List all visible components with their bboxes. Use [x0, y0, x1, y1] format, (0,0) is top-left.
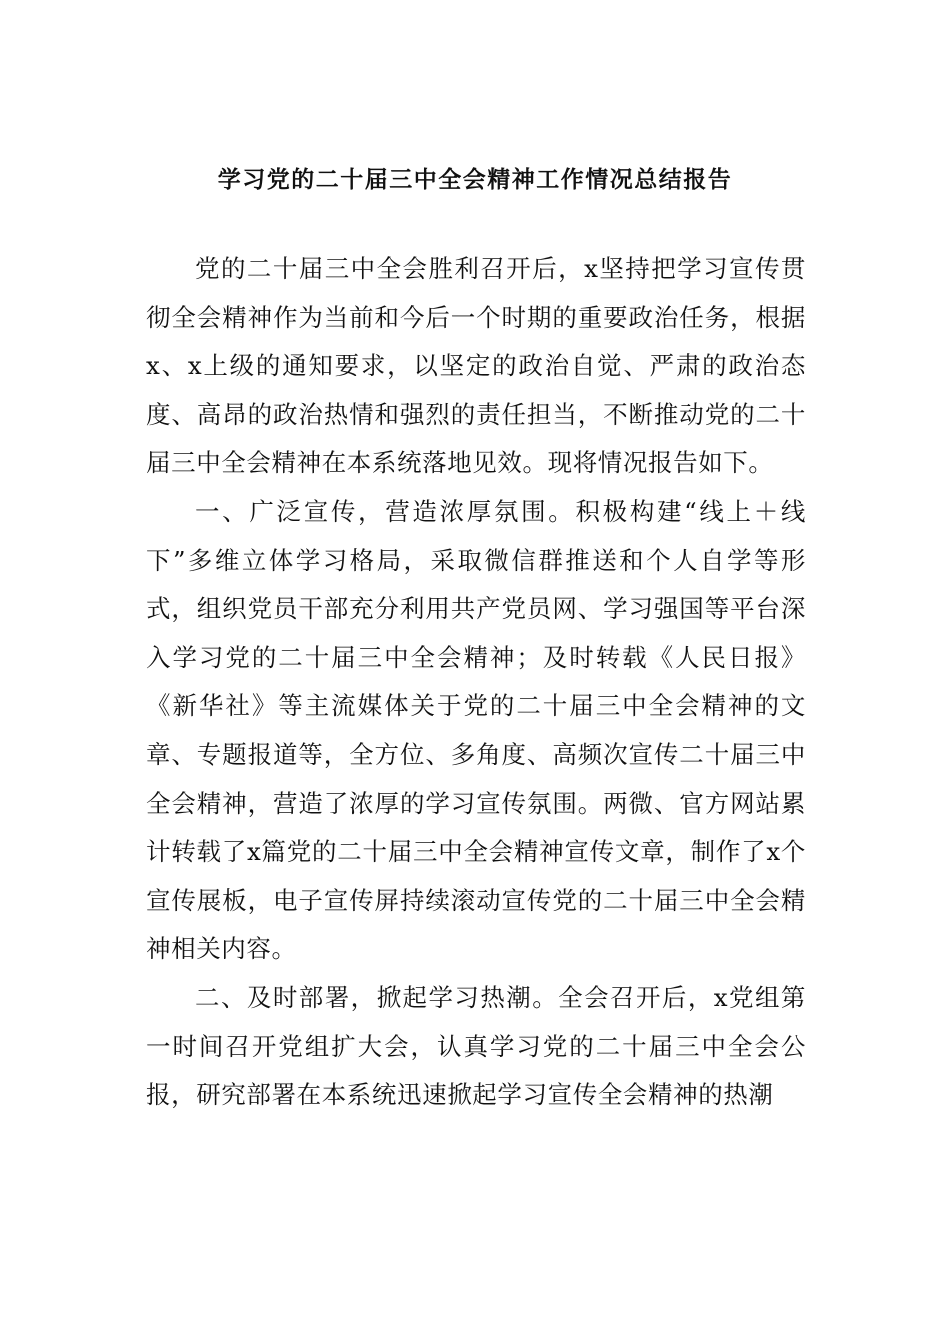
document-title: 学习党的二十届三中全会精神工作情况总结报告 [217, 167, 733, 193]
paragraph-section-2: 二、及时部署，掀起学习热潮。全会召开后，x党组第一时间召开党组扩大会，认真学习党的二十届三中全会公报，研究部署在本系统迅速掀起学习宣传全会精神的热潮 [146, 982, 806, 1110]
document-body [146, 245, 806, 1120]
paragraph-intro: 党的二十届三中全会胜利召开后，x坚持把学习宣传贯彻全会精神作为当前和今后一个时期的重要政治任务，根据x、x上级的通知要求，以坚定的政治自觉、严肃的政治态度、高昂的政治热情和强烈的责任担当，不断推动党的二十届三中全会精神在本系统落地见效。现将情况报告如下。 [146, 254, 806, 478]
paragraph-section-1: 一、广泛宣传，营造浓厚氛围。积极构建“线上＋线下”多维立体学习格局，采取微信群推送和个人自学等形式，组织党员干部充分利用共产党员网、学习强国等平台深入学习党的二十届三中全会精神；及时转载《人民日报》《新华社》等主流媒体关于党的二十届三中全会精神的文章、专题报道等，全方位、多角度、高频次宣传二十届三中全会精神，营造了浓厚的学习宣传氛围。两微、官方网站累计转载了x篇党的二十届三中全会精神宣传文章，制作了x个宣传展板，电子宣传屏持续滚动宣传党的二十届三中全会精神相关内容。 [146, 496, 806, 964]
